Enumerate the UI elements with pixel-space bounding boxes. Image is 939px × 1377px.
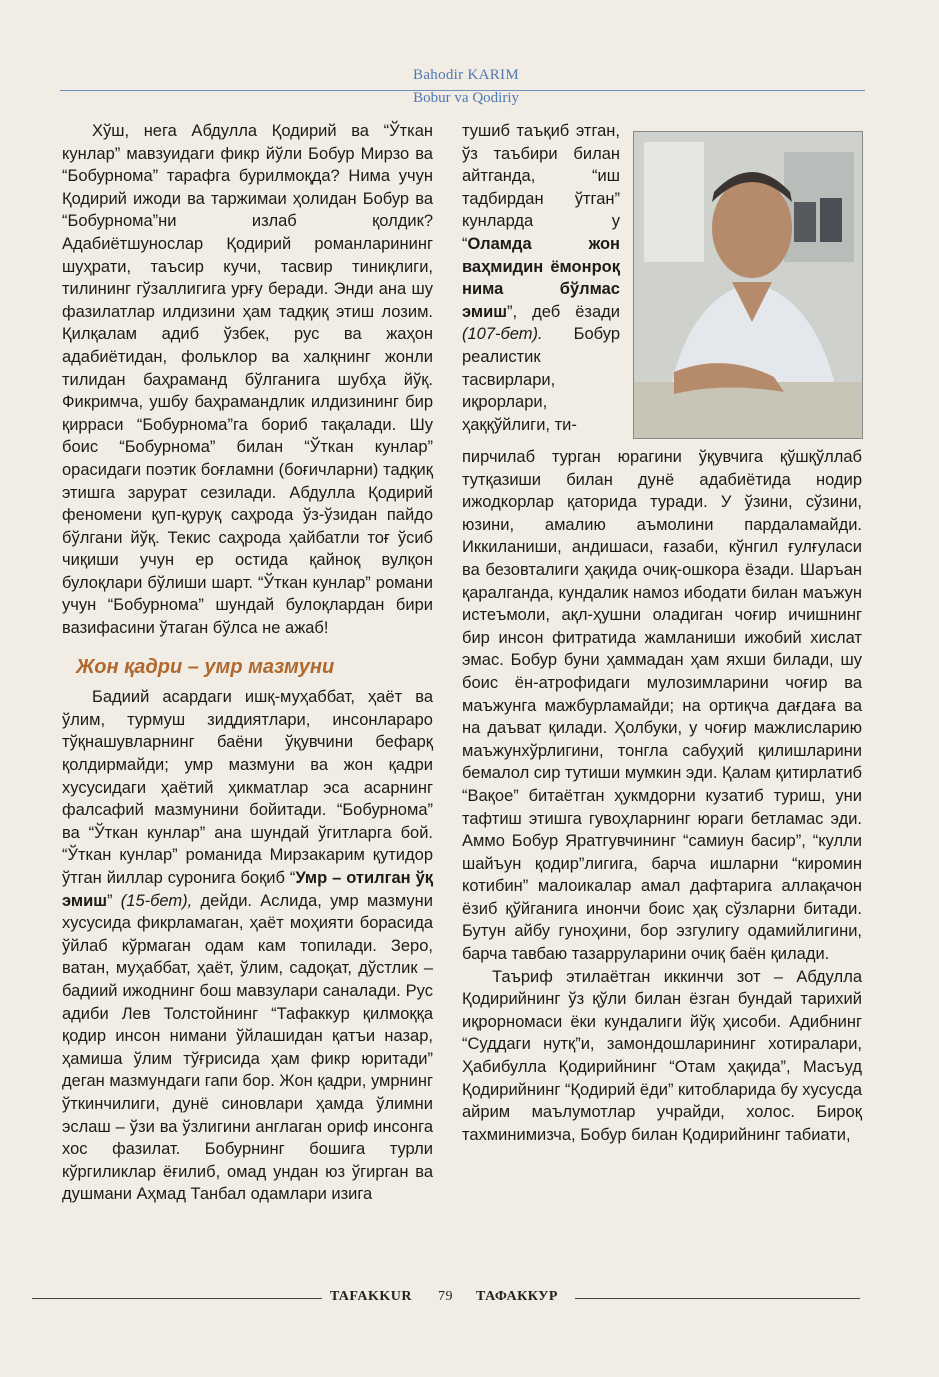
page-reference: (107-бет). xyxy=(462,325,543,344)
footer-journal-latin: TAFAKKUR xyxy=(330,1289,413,1304)
header-title: Bobur va Qodiriy xyxy=(413,90,519,106)
section-heading: Жон қадри – умр мазмуни xyxy=(76,655,335,678)
left-paragraph-2 xyxy=(62,686,433,1206)
right-column-top xyxy=(462,120,620,436)
paragraph-text: ” xyxy=(107,891,121,910)
paragraph-text: тушиб таъқиб этган, ўз таъбири билан айтганда, “иш тадбирдан ўтган” кунларда у “ xyxy=(462,122,620,253)
page-number: 79 xyxy=(438,1289,453,1304)
paragraph-text: Бобур реалистик тасвирлари, иқрорлари, ҳаққўйлиги, ти- xyxy=(462,325,620,434)
right-top-paragraph xyxy=(462,120,620,436)
footer-rule-right xyxy=(575,1298,860,1299)
footer-journal-cyrillic: ТАФАККУР xyxy=(476,1289,558,1304)
right-paragraph-1: пирчилаб турган юрагини ўқувчига қўшқўллаб тутқазиши билан дунё адабиётида нодир ижодкорлар қаторида туради. У ўзини, сўзини, юзини, амалию аъмолини пардаламайди. Иккиланиши, андишаси, ғазаби, кўнгил ғулғуласи ва безовталиги ҳақида очиқ-ошкора ёзади. Шаръан қаралганда, кундалик намоз ибодати билан маъжун истеъмоли, ақл-ҳушни оладиган чоғир ичишнинг бир инсон фитратида жамланиши ижобий хислат эмас. Бобур буни ҳаммадан ҳам яхши билади, шу боис ён-атрофидаги мулозимларини чоғир ва маъжунга мажбурламайди; на ортиқча дағдаға ва на даъват қилади. Ҳолбуки, у чоғир мажлисларию маъжунхўрлигини, тонгла сабуҳий қилишларини бемалол сир тутиши мумкин эди. Қалам қитирлатиб “Вақое” битаётган ҳукмдорни кузатиб туриш, уни тафтиш этишга гувоҳларнинг юраги бетламас эди. Аммо Бобур Яратгувчининг “самиун басир”, “кулли шайъун қодир”лигига, барча ишларни “киромин котибин” малоикалар амал дафтарига аллақачон ёзиб қўйганига инончи боис ҳақ сўзларни битади. Бутун айбу гуноҳини, бор эзгулигу одамийлигини, барча тавбаю тазарруларини очиқ баён қилади. xyxy=(462,448,862,964)
right-column xyxy=(462,446,862,1146)
header-author: Bahodir KARIM xyxy=(413,67,519,83)
left-column xyxy=(62,120,433,1206)
paragraph-text: Бадиий асардаги ишқ-муҳаббат, ҳаёт ва ўлим, турмуш зиддиятлари, инсонлараро тўқнашувларнинг баёни ўқувчини бефарқ қолдирмайди; умр мазмуни ва жон қадри хусусидаги ҳаётий ҳикматлар эса асарнинг фалсафий мазмунини бойитади. “Бобурнома” ва “Ўткан кунлар” ана шундай ўгитларга бой. “Ўткан кунлар” романида Мирзакарим қутидор ўтган йиллар суронига боқиб “ xyxy=(62,688,433,887)
quote-bold: Умр – отилган ўқ эмиш xyxy=(62,869,434,910)
paragraph-text: ”, деб ёзади xyxy=(507,302,620,321)
quote-bold: Оламда жон ваҳмидин ёмонроқ нима бўлмас эмиш xyxy=(462,234,620,321)
page-reference: (15-бет), xyxy=(120,891,193,910)
right-paragraph-2: Таъриф этилаётган иккинчи зот – Абдулла Қодирийнинг ўз қўли билан ёзган бундай тарихий иқрорномаси ёки кундалиги йўқ ҳисоби. Адибнинг “Суддаги нутқ”и, замондошларининг хотиралари, Ҳабибулла Қодирийнинг “Отам ҳақида”, Масъуд Қодирийнинг “Қодирий ёди” китобларида бу хусусда айрим маълумотлар учрайди, холос. Бироқ тахминимизча, Бобур билан Қодирийнинг табиати, xyxy=(462,967,862,1144)
paragraph-text: дейди. Аслида, умр мазмуни хусусида фикрламаган, ҳаёт моҳияти борасида ўйлаб кўрмаган одам кам топилади. Зеро, ватан, муҳаббат, ҳаёт, ўлим, садоқат, дўстлик – бадиий ижоднинг бош мавзулари саналади. Рус адиби Лев Толстойнинг “Тафаккур қилмоққа қодир инсон нимани ўйлашидан қатъи назар, ҳамиша ўлим тўғрисида ҳам фикр юритади” деган мазмундаги гапи бор. Жон қадри, умрнинг ўткинчилиги, дунё синовлари ҳамда ўлимни эслаш – ўзи ва ўзлигини англаган ориф инсонга хос фазилат. Бобурнинг бошига турли кўргиликлар ёғилиб, омад ундан юз ўгирган ва душмани Аҳмад Танбал одамлари изига xyxy=(62,891,433,1204)
footer-rule-left xyxy=(32,1298,322,1299)
portrait-illustration xyxy=(634,132,862,438)
author-portrait-photo xyxy=(633,131,863,439)
left-paragraph-1: Хўш, нега Абдулла Қодирий ва “Ўткан кунлар” мавзуидаги фикр йўли Бобур Мирзо ва “Бобурнома” тарафга бурилмоқда? Нима учун Қодирий ижоди ва таржимаи ҳолидан Бобур ва “Бобурнома”ни излаб қолдик? Адабиётшунослар Қодирий романларининг шуҳрати, таъсир кучи, тасвир тиниқлиги, тилининг гўзаллигига урғу беради. Энди ана шу фазилатлар илдизини ҳам тадқиқ этиш лозим. Қилқалам адиб ўзбек, рус ва жаҳон адабиётидан, фольклор ва халқнинг жонли тилидан баҳраманд бўлганига шубҳа йўқ. Фикримча, ушбу баҳрамандлик илдизининг бир қирраси “Бобурнома”га бориб тақалади. Шу боис “Бобурнома” билан “Ўткан кунлар” орасидаги поэтик боғламни (боғичларни) тадқиқ этишга зарурат сезилади. Абдулла Қодирий феномени қуп-қуруқ саҳрода ўз-ўзидан пайдо бўлгани йўқ. Текис саҳрода ҳайбатли тоғ ўсиб чиқиши учун ер остида қайноқ вулқон булоқлари бўлиши шарт. “Ўткан кунлар” романи учун “Бобурнома” шундай булоқлардан бири вазифасини ўтаган бўлса не ажаб! xyxy=(62,122,433,638)
